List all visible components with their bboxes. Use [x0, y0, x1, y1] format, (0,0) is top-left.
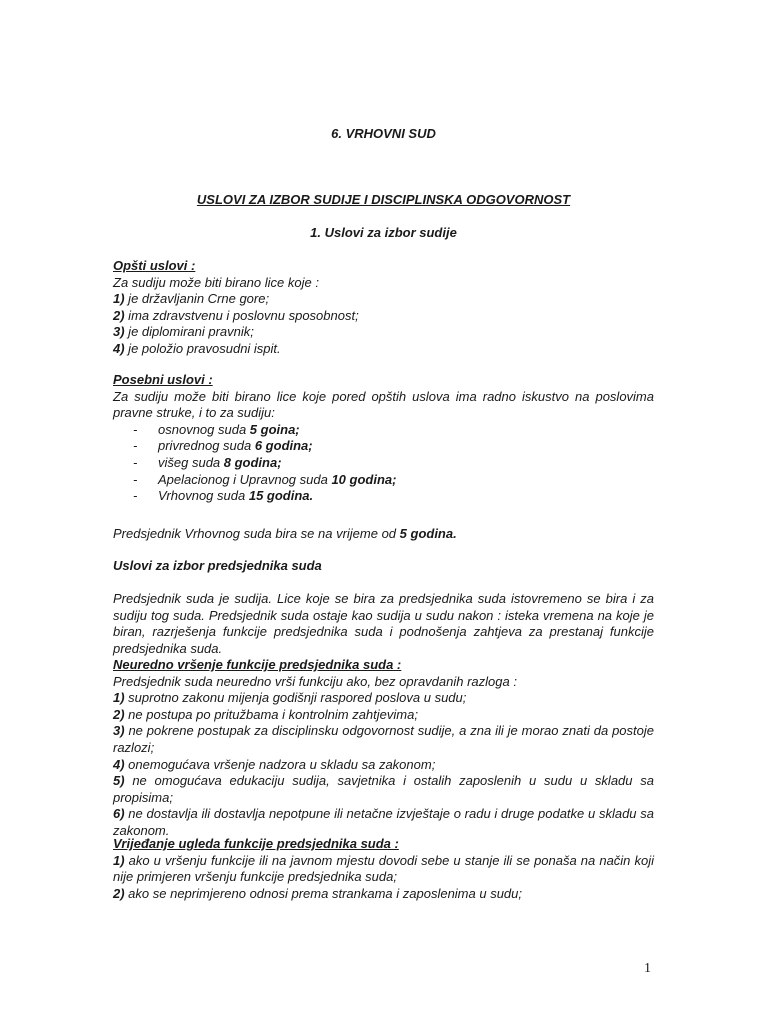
- item-number: 1): [113, 291, 125, 307]
- item-text: Apelacionog i Upravnog suda: [158, 471, 332, 487]
- item-text: ako se neprimjereno odnosi prema strankama i zaposlenima u sudu;: [124, 885, 522, 901]
- item-years: 10 godina;: [331, 471, 397, 487]
- special-item: [113, 438, 654, 455]
- reputation-heading: Vrijeđanje ugleda funkcije predsjednika suda :: [113, 836, 399, 851]
- president-heading: Uslovi za izbor predsjednika suda: [113, 558, 322, 573]
- document-page: [113, 0, 654, 1024]
- improper-heading: Neuredno vršenje funkcije predsjednika suda :: [113, 657, 402, 672]
- item-number: 1): [113, 852, 125, 868]
- general-item: [113, 324, 654, 341]
- item-text: višeg suda: [158, 454, 224, 470]
- subsection-title: 1. Uslovi za izbor sudije: [310, 225, 457, 240]
- general-item: [113, 341, 654, 358]
- improper-item: [113, 773, 654, 806]
- special-item: [113, 422, 654, 439]
- reputation-item: [113, 853, 654, 886]
- special-heading: Posebni uslovi :: [113, 372, 213, 387]
- special-conditions: [113, 372, 654, 505]
- item-number: 2): [113, 307, 125, 323]
- item-text: ne dostavlja ili dostavlja nepotpune ili netačne izvještaje o radu i druge podatke u skladu sa zakonom.: [113, 806, 654, 838]
- improper-item: [113, 806, 654, 839]
- general-item: [113, 291, 654, 308]
- item-number: 2): [113, 885, 125, 901]
- general-item: [113, 308, 654, 325]
- page-number: 1: [644, 961, 651, 976]
- item-text: je položio pravosudni ispit.: [124, 340, 281, 356]
- improper-intro: Predsjednik suda neuredno vrši funkciju ako, bez opravdanih razloga :: [113, 673, 517, 689]
- general-heading: Opšti uslovi :: [113, 258, 196, 273]
- chapter-title: 6. VRHOVNI SUD: [331, 126, 436, 141]
- improper-item: [113, 757, 654, 774]
- item-text: osnovnog suda: [158, 421, 250, 437]
- item-years: 15 godina.: [248, 488, 314, 504]
- item-text: je državljanin Crne gore;: [124, 291, 270, 307]
- item-number: 4): [113, 756, 125, 772]
- item-number: 3): [113, 723, 125, 739]
- item-number: 3): [113, 324, 125, 340]
- item-text: ne omogućava edukaciju sudija, savjetnika i ostalih zaposlenih u sudu u skladu sa propisima;: [113, 773, 654, 805]
- president-paragraph: Predsjednik suda je sudija. Lice koje se bira za predsjednika suda istovremeno se bira i za sudiju tog suda. Predsjednik suda ostaje kao sudija u sudu nakon : isteka vremena na koje je biran, razrješenja funkcije predsjednika suda i podnošenja zahtjeva za prestanaj funkcije predsjednika suda.: [113, 591, 654, 656]
- item-text: ako u vršenju funkcije ili na javnom mjestu dovodi sebe u stanje ili se ponaša na način koji nije primjeren vršenju funkcije predsjednika suda;: [113, 852, 654, 885]
- item-number: 1): [113, 690, 125, 706]
- item-text: onemogućava vršenje nadzora u skladu sa zakonom;: [124, 756, 436, 772]
- special-item: [113, 488, 654, 505]
- special-item: [113, 455, 654, 472]
- general-conditions: [113, 258, 654, 358]
- item-number: 6): [113, 806, 125, 822]
- improper-performance: [113, 657, 654, 840]
- term-text: Predsjednik Vrhovnog suda bira se na vrijeme od: [113, 526, 400, 541]
- item-text: privrednog suda: [158, 438, 255, 454]
- improper-item: [113, 723, 654, 756]
- supreme-term: [113, 526, 654, 543]
- special-list: [113, 422, 654, 505]
- item-years: 8 godina;: [223, 454, 282, 470]
- item-text: Vrhovnog suda: [158, 488, 249, 504]
- section-title: USLOVI ZA IZBOR SUDIJE I DISCIPLINSKA ODGOVORNOST: [196, 192, 571, 207]
- improper-item: [113, 690, 654, 707]
- special-intro: Za sudiju može biti birano lice koje pored opštih uslova ima radno iskustvo na poslovima pravne struke, i to za sudiju:: [113, 388, 654, 421]
- general-intro: Za sudiju može biti birano lice koje :: [113, 274, 319, 290]
- term-years: 5 godina.: [399, 526, 457, 541]
- item-number: 2): [113, 706, 125, 722]
- item-number: 5): [113, 773, 125, 789]
- item-text: ne pokrene postupak za disciplinsku odgovornost sudije, a zna ili je morao znati da postoje razlozi;: [113, 723, 654, 755]
- improper-item: [113, 707, 654, 724]
- special-item: [113, 472, 654, 489]
- reputation-section: [113, 836, 654, 902]
- item-text: suprotno zakonu mijenja godišnji raspored poslova u sudu;: [124, 690, 467, 706]
- item-number: 4): [113, 340, 125, 356]
- reputation-item: [113, 886, 654, 903]
- item-text: ima zdravstvenu i poslovnu sposobnost;: [124, 307, 359, 323]
- item-text: je diplomirani pravnik;: [124, 324, 254, 340]
- item-text: ne postupa po pritužbama i kontrolnim zahtjevima;: [124, 706, 418, 722]
- item-years: 5 goina;: [249, 421, 300, 437]
- item-years: 6 godina;: [254, 438, 313, 454]
